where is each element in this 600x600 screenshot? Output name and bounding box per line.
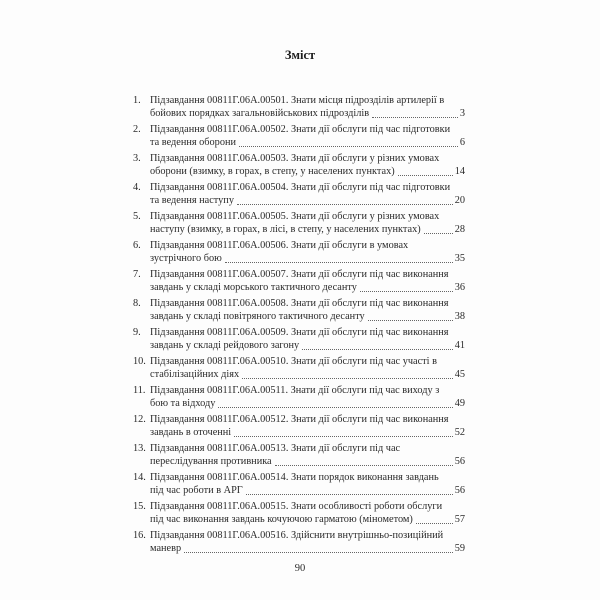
dot-leader — [424, 232, 453, 234]
entry-title-line2: завдань в оточенні — [150, 427, 232, 439]
entry-page-number: 28 — [454, 224, 465, 236]
entry-page-number: 59 — [454, 543, 465, 555]
entry-title-line2: оборони (взимку, в горах, в степу, у населених пунктах) — [150, 166, 395, 178]
entry-page-number: 20 — [454, 195, 465, 207]
dot-leader — [360, 290, 453, 292]
entry-title-line2: бою та відходу — [150, 398, 216, 410]
entry-title-line1: Підзавдання 00811Г.06А.00506. Знати дії обслуги в умовах — [150, 240, 409, 251]
entry-number: 1. — [133, 95, 141, 106]
entry-title-line1: Підзавдання 00811Г.06А.00505. Знати дії обслуги у різних умовах — [150, 211, 440, 222]
entry-number: 3. — [133, 153, 141, 164]
dot-leader — [398, 174, 453, 176]
entry-title-line1: Підзавдання 00811Г.06А.00504. Знати дії обслуги під час підготовки — [150, 182, 451, 193]
entry-number: 13. — [133, 443, 146, 454]
entry-title-line1: Підзавдання 00811Г.06А.00510. Знати дії обслуги під час участі в — [150, 356, 437, 367]
dot-leader — [368, 319, 453, 321]
dot-leader — [416, 522, 453, 524]
entry-page-number: 3 — [459, 108, 465, 120]
entry-title-line1: Підзавдання 00811Г.06А.00509. Знати дії обслуги під час виконання — [150, 327, 449, 338]
entry-page-number: 52 — [454, 427, 465, 439]
entry-title-line1: Підзавдання 00811Г.06А.00502. Знати дії обслуги під час підготовки — [150, 124, 451, 135]
entry-number: 10. — [133, 356, 146, 367]
entry-title-line2: бойових порядках загальновійськових підрозділів — [150, 108, 370, 120]
entry-title-line2: наступу (взимку, в горах, в лісі, в степу, у населених пунктах) — [150, 224, 421, 236]
entry-title-line2: зустрічного бою — [150, 253, 222, 265]
dot-leader — [184, 551, 453, 553]
entry-number: 7. — [133, 269, 141, 280]
entry-number: 2. — [133, 124, 141, 135]
entry-page-number: 14 — [454, 166, 465, 178]
entry-title-line2: під час виконання завдань кочуючою гарматою (мінометом) — [150, 514, 413, 526]
entry-title-line1: Підзавдання 00811Г.06А.00503. Знати дії обслуги у різних умовах — [150, 153, 440, 164]
entry-number: 12. — [133, 414, 146, 425]
entry-title-line2: завдань у складі рейдового загону — [150, 340, 300, 352]
dot-leader — [242, 377, 453, 379]
entry-title-line2: під час роботи в АРГ — [150, 485, 243, 497]
entry-number: 9. — [133, 327, 141, 338]
entry-page-number: 35 — [454, 253, 465, 265]
page-title: Зміст — [284, 48, 316, 62]
entry-title-line2: завдань у складі морського тактичного десанту — [150, 282, 357, 294]
dot-leader — [234, 435, 453, 437]
entry-page-number: 56 — [454, 456, 465, 468]
entry-title-line1: Підзавдання 00811Г.06А.00513. Знати дії обслуги під час — [150, 443, 401, 454]
entry-number: 4. — [133, 182, 141, 193]
dot-leader — [275, 464, 453, 466]
entry-number: 6. — [133, 240, 141, 251]
entry-title-line1: Підзавдання 00811Г.06А.00515. Знати особливості роботи обслуги — [150, 501, 443, 512]
entry-page-number: 6 — [459, 137, 465, 149]
dot-leader — [237, 203, 453, 205]
page-number: 90 — [294, 563, 306, 574]
entry-title-line2: завдань у складі повітряного тактичного десанту — [150, 311, 365, 323]
dot-leader — [218, 406, 452, 408]
entry-title-line2: стабілізаційних діях — [150, 369, 240, 381]
dot-leader — [302, 348, 453, 350]
dot-leader — [372, 116, 458, 118]
dot-leader — [225, 261, 453, 263]
entry-page-number: 57 — [454, 514, 465, 526]
entry-number: 15. — [133, 501, 146, 512]
entry-number: 5. — [133, 211, 141, 222]
entry-title-line2: переслідування противника — [150, 456, 272, 468]
entry-title-line2: та ведення наступу — [150, 195, 234, 207]
entry-page-number: 41 — [454, 340, 465, 352]
entry-page-number: 45 — [454, 369, 465, 381]
entry-title-line1: Підзавдання 00811Г.06А.00514. Знати порядок виконання завдань — [150, 472, 439, 483]
entry-title-line1: Підзавдання 00811Г.06А.00501. Знати місця підрозділів артилерії в — [150, 95, 445, 106]
dot-leader — [239, 145, 458, 147]
entry-page-number: 38 — [454, 311, 465, 323]
entry-title-line2: та ведення оборони — [150, 137, 237, 149]
entry-title-line1: Підзавдання 00811Г.06А.00507. Знати дії обслуги під час виконання — [150, 269, 449, 280]
entry-title-line1: Підзавдання 00811Г.06А.00508. Знати дії обслуги під час виконання — [150, 298, 449, 309]
entry-page-number: 56 — [454, 485, 465, 497]
entry-number: 8. — [133, 298, 141, 309]
entry-number: 11. — [133, 385, 146, 396]
entry-page-number: 49 — [454, 398, 465, 410]
entry-title-line1: Підзавдання 00811Г.06А.00516. Здійснити внутрішньо-позиційний — [150, 530, 444, 541]
entry-number: 16. — [133, 530, 146, 541]
entry-title-line1: Підзавдання 00811Г.06А.00511. Знати дії обслуги під час виходу з — [150, 385, 440, 396]
dot-leader — [246, 493, 453, 495]
entry-title-line1: Підзавдання 00811Г.06А.00512. Знати дії обслуги під час виконання — [150, 414, 449, 425]
entry-page-number: 36 — [454, 282, 465, 294]
entry-title-line2: маневр — [150, 543, 182, 555]
entry-number: 14. — [133, 472, 146, 483]
